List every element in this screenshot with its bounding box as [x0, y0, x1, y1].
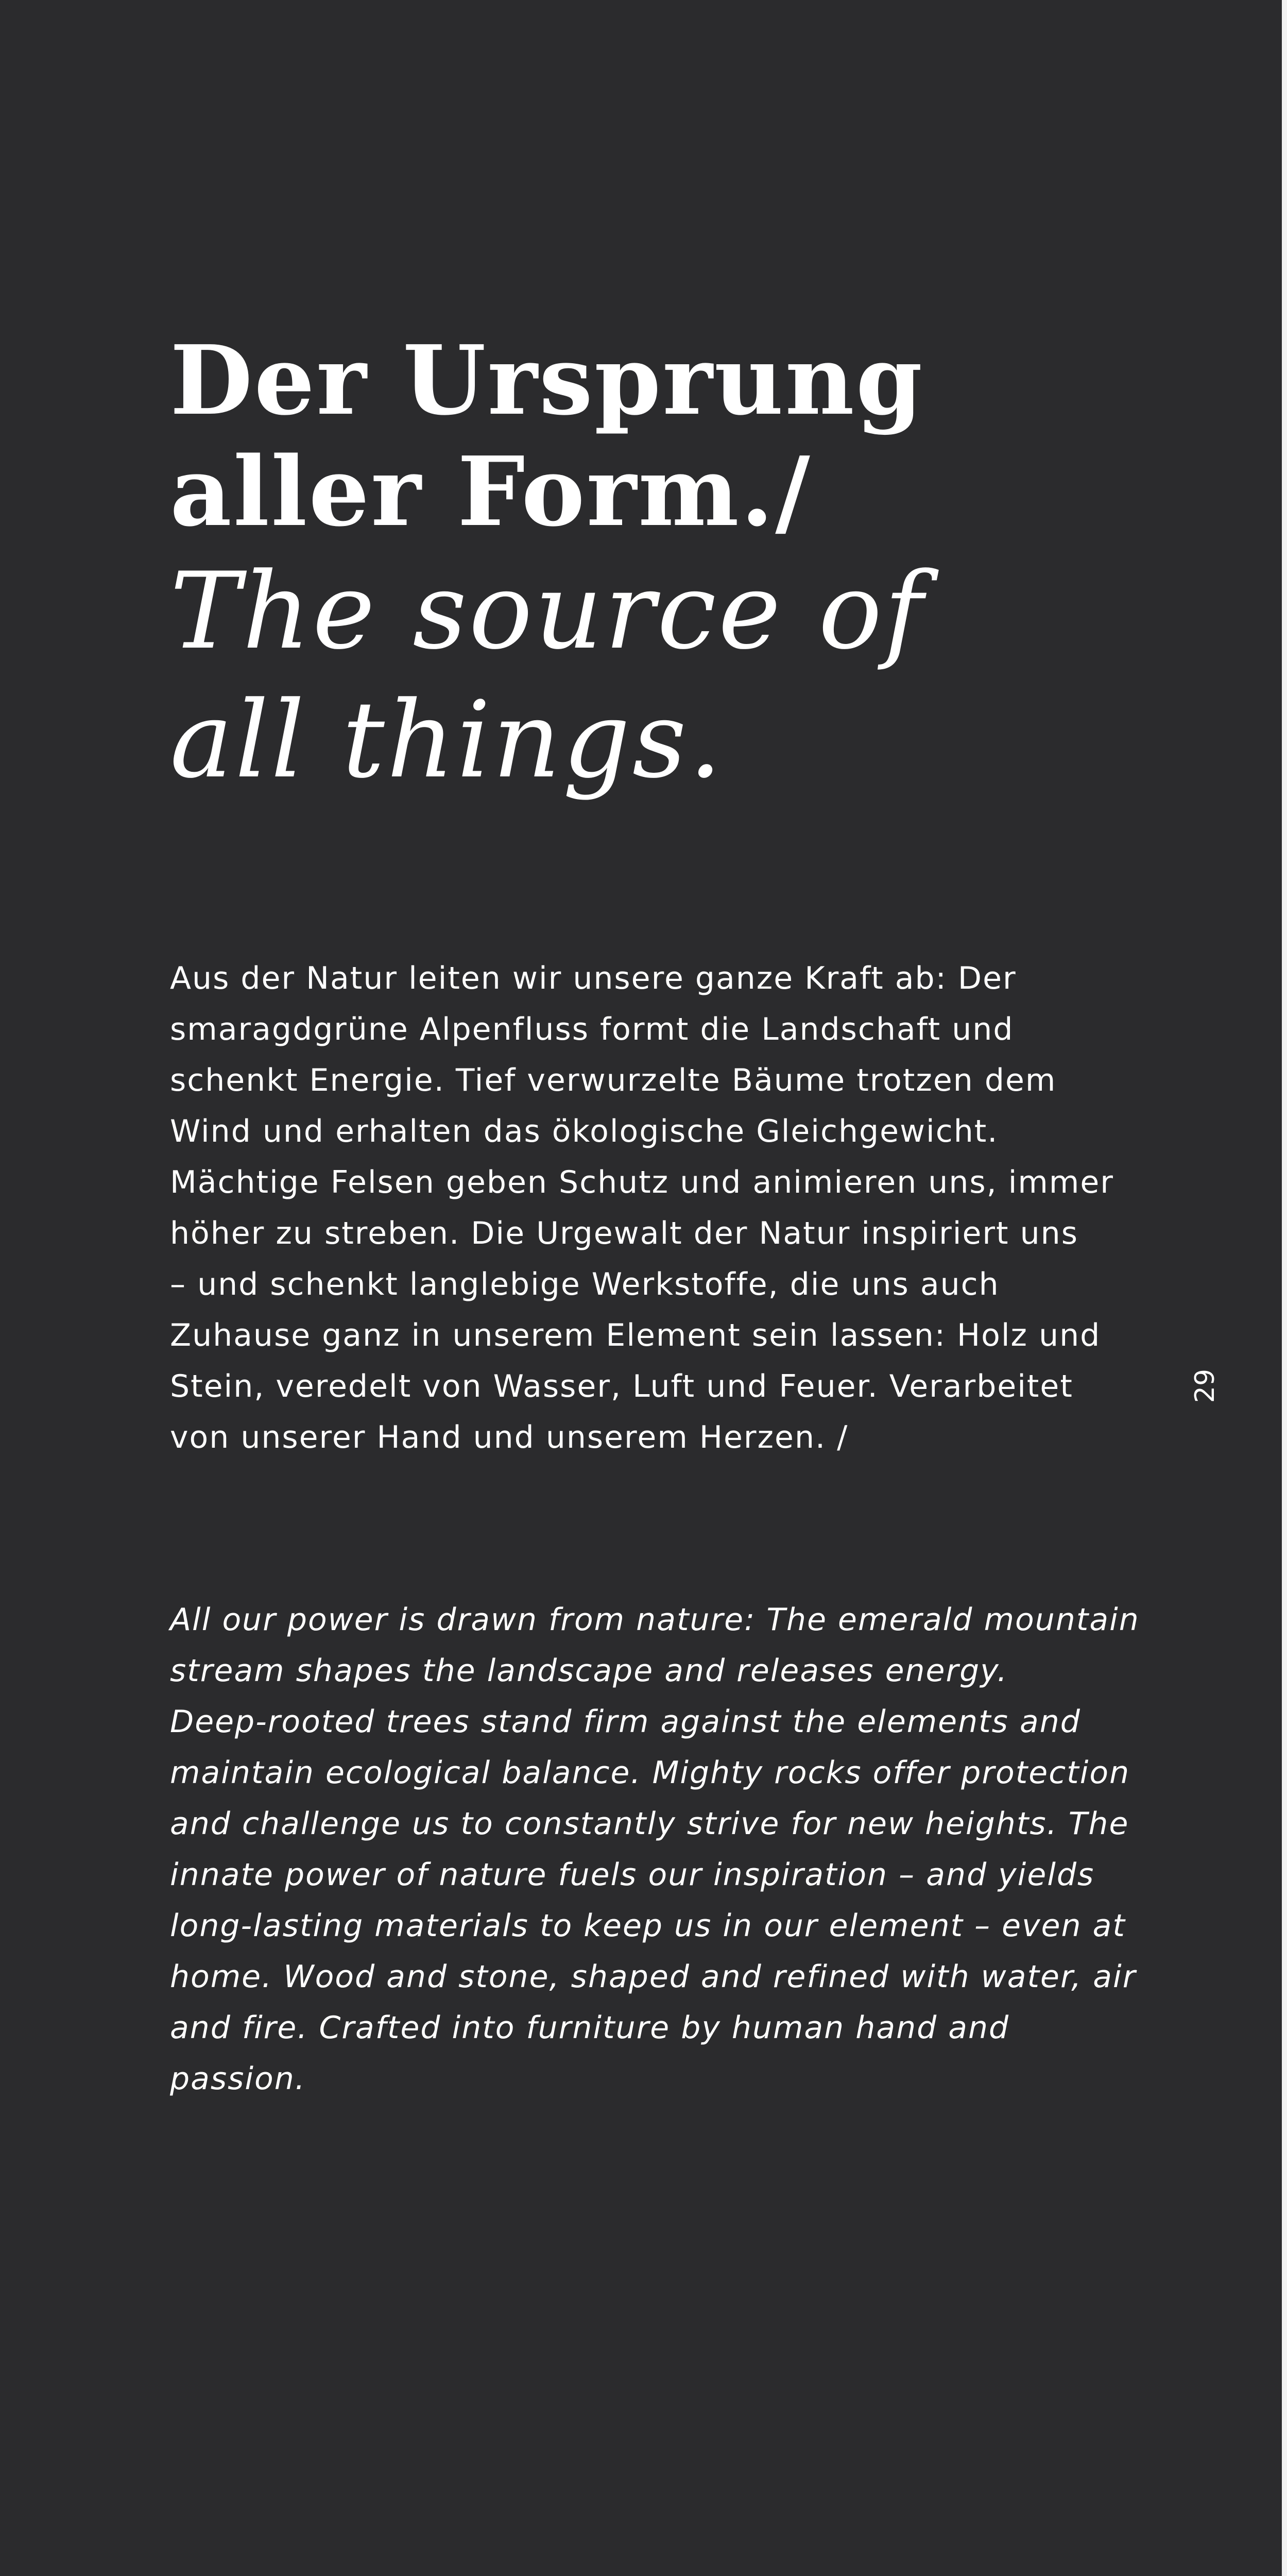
- body-german-line: – und schenkt langlebige Werkstoffe, die uns auch: [170, 1266, 1000, 1302]
- body-english-line: maintain ecological balance. Mighty rocks offer protection: [170, 1755, 1130, 1791]
- heading-english-line: all things.: [170, 679, 725, 802]
- body-english-line: innate power of nature fuels our inspiration – and yields: [170, 1857, 1095, 1893]
- body-german-line: Zuhause ganz in unserem Element sein lassen: Holz und: [170, 1317, 1101, 1353]
- heading-german-line: aller Form./: [170, 435, 812, 548]
- body-english-line: Deep-rooted trees stand firm against the elements and: [170, 1704, 1081, 1740]
- body-english-line: and fire. Crafted into furniture by human hand and: [170, 2010, 1010, 2046]
- body-german-line: smaragdgrüne Alpenfluss formt die Landschaft und: [170, 1011, 1014, 1047]
- body-german-line: Wind und erhalten das ökologische Gleichgewicht.: [170, 1113, 999, 1149]
- body-german-line: höher zu streben. Die Urgewalt der Natur inspiriert uns: [170, 1215, 1078, 1251]
- page-edge: [1282, 0, 1287, 2576]
- body-german-line: Stein, veredelt von Wasser, Luft und Feuer. Verarbeitet: [170, 1368, 1073, 1404]
- body-english-line: All our power is drawn from nature: The emerald mountain: [170, 1602, 1140, 1638]
- body-english-line: passion.: [170, 2061, 306, 2097]
- body-english-line: and challenge us to constantly strive for new heights. The: [170, 1806, 1129, 1842]
- body-english-line: stream shapes the landscape and releases energy.: [170, 1653, 1008, 1689]
- body-text-english: [170, 1595, 1148, 2105]
- heading-english-line: The source of: [170, 550, 925, 673]
- heading-german-line: Der Ursprung: [170, 324, 924, 436]
- heading-german: [170, 325, 1045, 547]
- page-heading: [170, 325, 1045, 805]
- body-german-line: schenkt Energie. Tief verwurzelte Bäume trotzen dem: [170, 1062, 1057, 1098]
- page-number: 29: [1190, 1368, 1221, 1403]
- body-german-line: von unserer Hand und unserem Herzen. /: [170, 1419, 849, 1455]
- heading-english: [170, 547, 1045, 805]
- body-english-line: long-lasting materials to keep us in our element – even at: [170, 1908, 1126, 1944]
- body-text-german: [170, 953, 1148, 1463]
- body-english-line: home. Wood and stone, shaped and refined with water, air: [170, 1959, 1137, 1995]
- body-german-line: Aus der Natur leiten wir unsere ganze Kraft ab: Der: [170, 960, 1017, 996]
- body-german-line: Mächtige Felsen geben Schutz und animieren uns, immer: [170, 1164, 1114, 1200]
